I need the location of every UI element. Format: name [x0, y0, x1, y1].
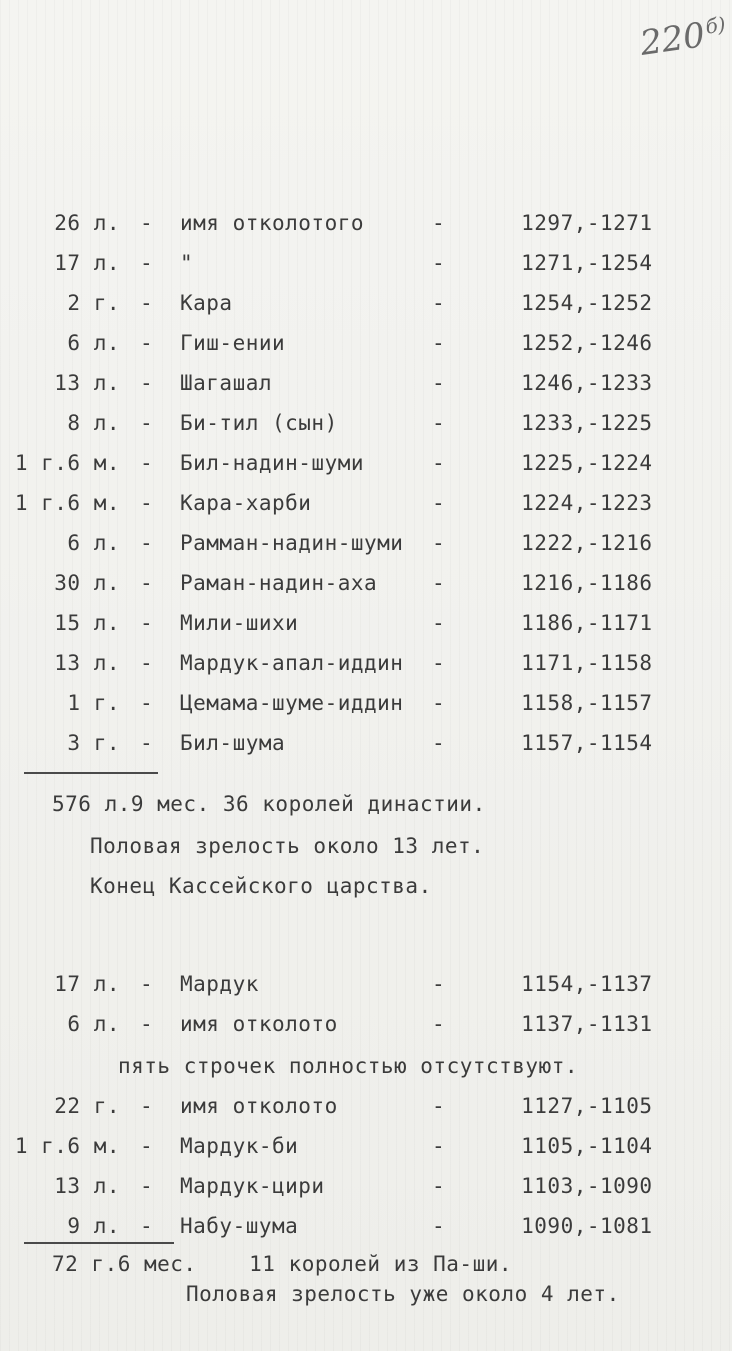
table-row: [0, 691, 732, 721]
year-end: 1186: [600, 571, 653, 595]
year-end: 1224: [600, 451, 653, 475]
table-row: [0, 972, 732, 1002]
reign-duration: 13 л.: [54, 371, 120, 395]
year-end: 1233: [600, 371, 653, 395]
year-start: 1171,-: [521, 651, 600, 675]
year-end: 1090: [600, 1174, 653, 1198]
king-name: Кара-харби: [180, 491, 312, 515]
dash-separator: -: [140, 251, 154, 275]
table-row: [0, 1134, 732, 1164]
dash-separator: -: [140, 491, 154, 515]
dash-separator: -: [432, 411, 446, 435]
dash-separator: -: [140, 571, 154, 595]
dash-separator: -: [432, 1214, 446, 1238]
year-start: 1297,-: [521, 211, 600, 235]
year-end: 1225: [600, 411, 653, 435]
reign-duration: 26 л.: [54, 211, 120, 235]
king-name: Мили-шихи: [180, 611, 299, 635]
table-row: [0, 411, 732, 441]
year-start: 1252,-: [521, 331, 600, 355]
folio-number-text: 220: [637, 15, 708, 64]
king-name: Би-тил (сын): [180, 411, 338, 435]
reign-duration: 6 л.: [67, 1012, 120, 1036]
year-start: 1246,-: [521, 371, 600, 395]
table-row: [0, 531, 732, 561]
dash-separator: -: [140, 972, 154, 996]
year-start: 1225,-: [521, 451, 600, 475]
dash-separator: -: [140, 451, 154, 475]
dash-separator: -: [432, 291, 446, 315]
year-end: 1223: [600, 491, 653, 515]
dash-separator: -: [432, 1012, 446, 1036]
dash-separator: -: [140, 1134, 154, 1158]
king-name: ": [180, 251, 194, 275]
year-end: 1157: [600, 691, 653, 715]
dash-separator: -: [432, 1174, 446, 1198]
dash-separator: -: [432, 371, 446, 395]
year-start: 1103,-: [521, 1174, 600, 1198]
dynasty1-maturity-note: Половая зрелость около 13 лет.: [90, 834, 485, 858]
king-name: Цемама-шуме-иддин: [180, 691, 404, 715]
dash-separator: -: [432, 1094, 446, 1118]
dash-separator: -: [432, 331, 446, 355]
dynasty2-maturity-note: Половая зрелость уже около 4 лет.: [186, 1282, 620, 1306]
table-row: [0, 251, 732, 281]
dash-separator: -: [432, 611, 446, 635]
year-end: 1081: [600, 1214, 653, 1238]
folio-superscript: б): [703, 12, 728, 39]
dash-separator: -: [432, 972, 446, 996]
table-row: [0, 611, 732, 641]
dash-separator: -: [140, 1214, 154, 1238]
total-rule-2: [24, 1242, 174, 1244]
king-name: Раман-надин-аха: [180, 571, 378, 595]
king-name: Кара: [180, 291, 233, 315]
year-start: 1222,-: [521, 531, 600, 555]
king-name: Мардук-апал-иддин: [180, 651, 404, 675]
dash-separator: -: [432, 211, 446, 235]
reign-duration: 9 л.: [67, 1214, 120, 1238]
king-name: имя отколото: [180, 1094, 338, 1118]
dash-separator: -: [140, 211, 154, 235]
dash-separator: -: [140, 291, 154, 315]
reign-duration: 6 л.: [67, 531, 120, 555]
dash-separator: -: [432, 691, 446, 715]
missing-lines-note: пять строчек полностью отсутствуют.: [118, 1054, 579, 1078]
dash-separator: -: [432, 571, 446, 595]
reign-duration: 1 г.6 м.: [14, 1134, 120, 1158]
reign-duration: 3 г.: [67, 731, 120, 755]
dash-separator: -: [140, 1174, 154, 1198]
dash-separator: -: [140, 1094, 154, 1118]
table-row: [0, 211, 732, 241]
reign-duration: 22 г.: [54, 1094, 120, 1118]
dash-separator: -: [432, 1134, 446, 1158]
dynasty2-total: 72 г.6 мес. 11 королей из Па-ши.: [52, 1252, 513, 1276]
year-end: 1216: [600, 531, 653, 555]
reign-duration: 15 л.: [54, 611, 120, 635]
year-end: 1104: [600, 1134, 653, 1158]
year-end: 1246: [600, 331, 653, 355]
year-end: 1171: [600, 611, 653, 635]
dash-separator: -: [140, 611, 154, 635]
king-name: имя отколотого: [180, 211, 365, 235]
year-end: 1137: [600, 972, 653, 996]
table-row: [0, 571, 732, 601]
dash-separator: -: [432, 531, 446, 555]
reign-duration: 1 г.: [67, 691, 120, 715]
dash-separator: -: [432, 491, 446, 515]
dash-separator: -: [432, 251, 446, 275]
dynasty1-total: 576 л.9 мес. 36 королей династии.: [52, 792, 486, 816]
year-start: 1216,-: [521, 571, 600, 595]
year-end: 1252: [600, 291, 653, 315]
reign-duration: 2 г.: [67, 291, 120, 315]
year-start: 1224,-: [521, 491, 600, 515]
year-start: 1233,-: [521, 411, 600, 435]
table-row: [0, 291, 732, 321]
table-row: [0, 651, 732, 681]
dash-separator: -: [432, 451, 446, 475]
king-name: Гиш-ении: [180, 331, 286, 355]
table-row: [0, 1094, 732, 1124]
year-end: 1154: [600, 731, 653, 755]
dynasty1-end-note: Конец Кассейского царства.: [90, 874, 432, 898]
table-row: [0, 1214, 732, 1244]
king-name: Шагашал: [180, 371, 273, 395]
dash-separator: -: [140, 1012, 154, 1036]
year-start: 1090,-: [521, 1214, 600, 1238]
year-start: 1154,-: [521, 972, 600, 996]
table-row: [0, 331, 732, 361]
table-row: [0, 371, 732, 401]
year-end: 1131: [600, 1012, 653, 1036]
king-name: Мардук-цири: [180, 1174, 325, 1198]
king-name: Бил-надин-шуми: [180, 451, 365, 475]
dash-separator: -: [140, 651, 154, 675]
table-row: [0, 1174, 732, 1204]
year-start: 1137,-: [521, 1012, 600, 1036]
year-end: 1254: [600, 251, 653, 275]
king-name: Набу-шума: [180, 1214, 299, 1238]
reign-duration: 1 г.6 м.: [14, 491, 120, 515]
table-row: [0, 731, 732, 761]
table-row: [0, 1012, 732, 1042]
dash-separator: -: [140, 731, 154, 755]
year-start: 1158,-: [521, 691, 600, 715]
dash-separator: -: [140, 371, 154, 395]
dash-separator: -: [432, 731, 446, 755]
dash-separator: -: [432, 651, 446, 675]
dash-separator: -: [140, 331, 154, 355]
year-start: 1254,-: [521, 291, 600, 315]
reign-duration: 6 л.: [67, 331, 120, 355]
year-start: 1271,-: [521, 251, 600, 275]
year-end: 1105: [600, 1094, 653, 1118]
king-name: Мардук: [180, 972, 259, 996]
reign-duration: 1 г.6 м.: [14, 451, 120, 475]
reign-duration: 8 л.: [67, 411, 120, 435]
reign-duration: 13 л.: [54, 651, 120, 675]
king-name: Мардук-би: [180, 1134, 299, 1158]
year-start: 1105,-: [521, 1134, 600, 1158]
reign-duration: 17 л.: [54, 972, 120, 996]
reign-duration: 30 л.: [54, 571, 120, 595]
reign-duration: 13 л.: [54, 1174, 120, 1198]
year-start: 1186,-: [521, 611, 600, 635]
king-name: Рамман-надин-шуми: [180, 531, 404, 555]
reign-duration: 17 л.: [54, 251, 120, 275]
dash-separator: -: [140, 691, 154, 715]
year-start: 1157,-: [521, 731, 600, 755]
dash-separator: -: [140, 531, 154, 555]
folio-number: [638, 12, 730, 64]
dash-separator: -: [140, 411, 154, 435]
year-end: 1158: [600, 651, 653, 675]
total-rule: [24, 772, 158, 774]
year-start: 1127,-: [521, 1094, 600, 1118]
king-name: Бил-шума: [180, 731, 286, 755]
table-row: [0, 491, 732, 521]
king-name: имя отколото: [180, 1012, 338, 1036]
table-row: [0, 451, 732, 481]
year-end: 1271: [600, 211, 653, 235]
